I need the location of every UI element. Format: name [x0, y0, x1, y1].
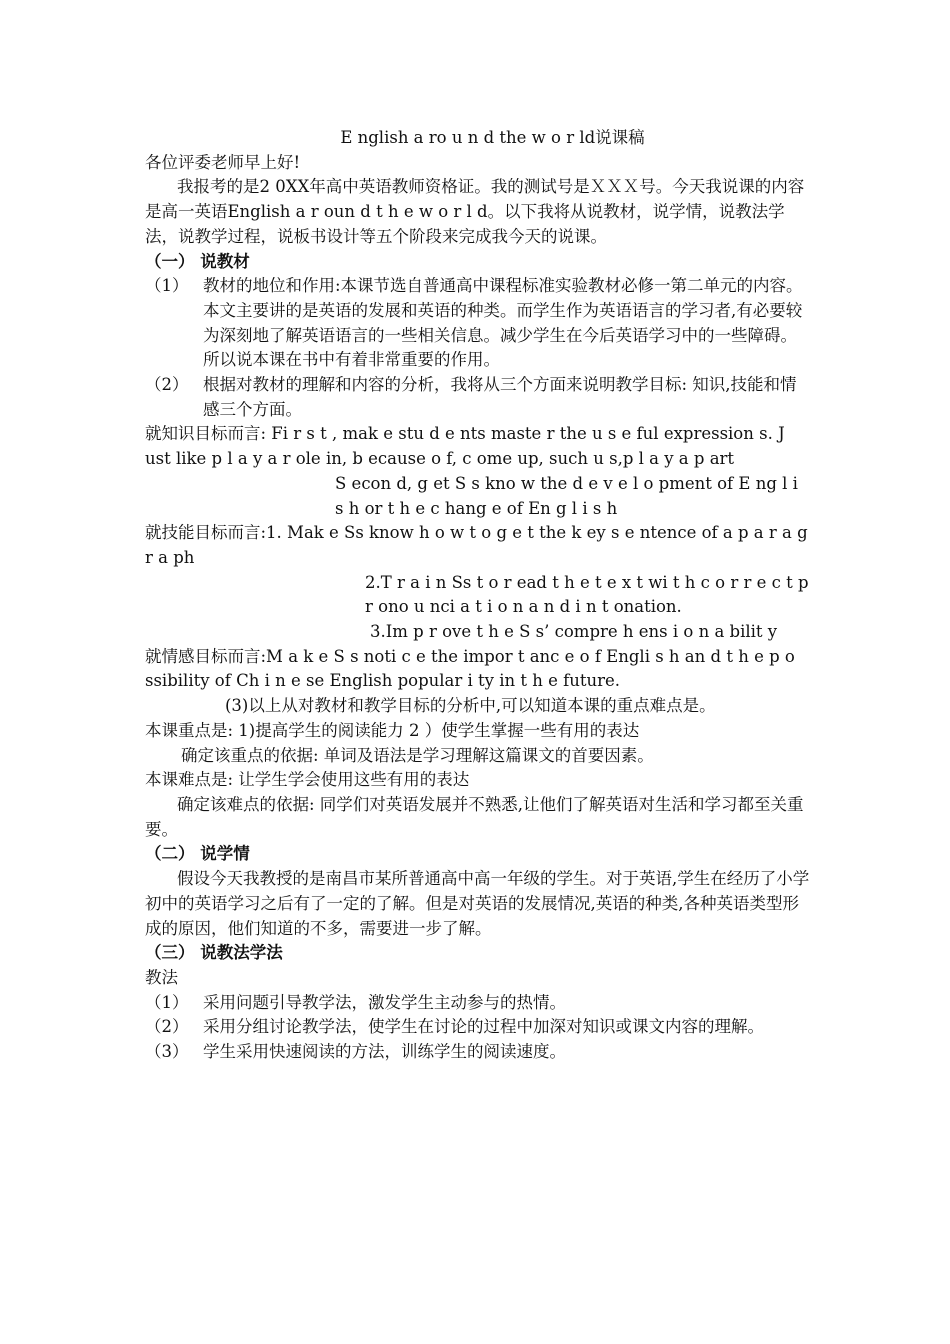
method-label: 教法	[145, 967, 178, 987]
key-difficulty-intro: (3)以上从对教材和教学目标的分析中,可以知道本课的重点难点是。	[225, 696, 716, 716]
knowledge-goal: 就知识目标而言: Fi r s t , mak e stu d e nts maste r the u s e ful expression s. J ust like p l a y a r ole in, b ecause o f, c ome up, such u s,p l a y a p art	[145, 424, 785, 469]
section-heading-students: （二） 说学情	[145, 844, 250, 864]
list-number: （2）	[145, 1017, 189, 1037]
list-item	[145, 991, 810, 1016]
list-item	[145, 274, 810, 373]
section-heading-textbook: （一） 说教材	[145, 251, 250, 271]
emotion-goal: 就情感目标而言:M a k e S s noti c e the impor t anc e o f Engli s h an d t h e p o ssibility of Ch i n e se English popular i ty in t h e future.	[145, 646, 795, 691]
list-text: 采用问题引导教学法，激发学生主动参与的热情。	[203, 992, 566, 1012]
student-situation-paragraph: 假设今天我教授的是南昌市某所普通高中高一年级的学生。对于英语,学生在经历了小学初中的英语学习之后有了一定的了解。但是对英语的发展情况,英语的种类,各种英语类型形成的原因，他们知道的不多，需要进一步了解。	[145, 869, 810, 938]
list-text: 根据对教材的理解和内容的分析，我将从三个方面来说明教学目标: 知识,技能和情感三个方面。	[203, 375, 797, 419]
list-number: （2）	[145, 375, 189, 395]
list-number: （1）	[145, 276, 189, 296]
document-title: E nglish a ro u n d the w o r ld说课稿	[340, 128, 645, 147]
knowledge-goal-continued: S econ d, g et S s kno w the d e v e l o pment of E ng l i s h or t h e c hang e of En g l i s h	[335, 473, 798, 518]
list-number: （3）	[145, 1042, 189, 1062]
list-text: 教材的地位和作用:本课节选自普通高中课程标准实验教材必修一第二单元的内容。本文主要讲的是英语的发展和英语的种类。而学生作为英语语言的学习者,有必要较为深刻地了解英语语言的一些相关信息。减少学生在今后英语学习中的一些障碍。所以说本课在书中有着非常重要的作用。	[203, 276, 803, 370]
difficult-point-basis: 确定该难点的依据: 同学们对英语发展并不熟悉,让他们了解英语对生活和学习都至关重要。	[145, 794, 804, 839]
key-point-basis: 确定该重点的依据: 单词及语法是学习理解这篇课文的首要因素。	[181, 745, 654, 765]
list-item	[145, 1015, 810, 1040]
list-text: 采用分组讨论教学法，使学生在讨论的过程中加深对知识或课文内容的理解。	[203, 1017, 764, 1037]
greeting: 各位评委老师早上好!	[145, 152, 301, 172]
intro-paragraph: 我报考的是2 0XX年高中英语教师资格证。我的测试号是ＸＸＸ号。今天我说课的内容是高一英语English a r oun d t h e w o r l d。以下我将从说教材，说学情，说教法学法，说教学过程，说板书设计等五个阶段来完成我今天的说课。	[145, 177, 805, 246]
key-point: 本课重点是: 1)提高学生的阅读能力 2 ）使学生掌握一些有用的表达	[145, 720, 640, 740]
skill-goal-2: 2.T r a i n Ss t o r ead t h e t e x t wi t h c o r r e c t p r ono u nci a t i o n a n d i n t onation.	[365, 572, 809, 617]
document-page	[145, 126, 810, 1065]
list-text: 学生采用快速阅读的方法，训练学生的阅读速度。	[203, 1042, 566, 1062]
skill-goal: 就技能目标而言:1. Mak e Ss know h o w t o g e t the k ey s e ntence of a p a r a g r a ph	[145, 523, 808, 567]
list-item	[145, 373, 810, 422]
skill-goal-3: 3.Im p r ove t h e S s’ compre h ens i o n a bilit y	[370, 622, 778, 642]
difficult-point: 本课难点是: 让学生学会使用这些有用的表达	[145, 770, 470, 790]
list-number: （1）	[145, 992, 189, 1012]
section-heading-methods: （三） 说教法学法	[145, 943, 283, 963]
list-item	[145, 1040, 810, 1065]
